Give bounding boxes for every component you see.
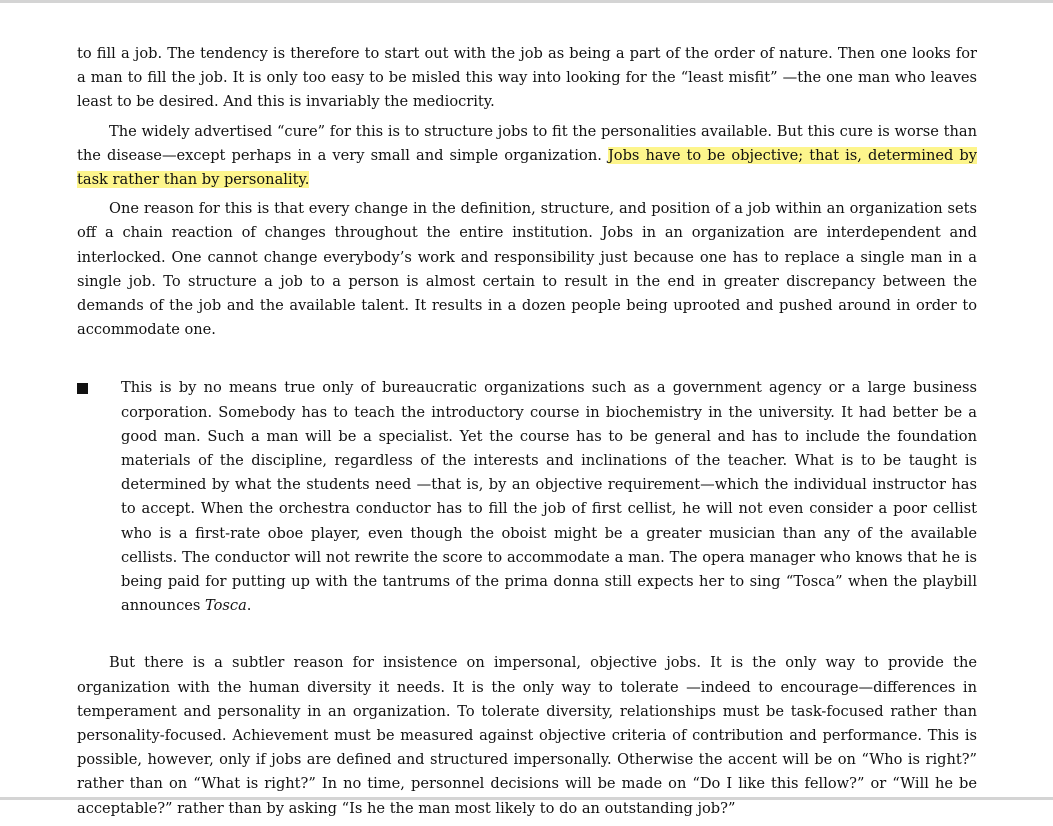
bullet-item bbox=[77, 376, 977, 618]
paragraph-continued: to fill a job. The tendency is therefore to start out with the job as being a part of the order of nature. Then one looks for a man to fill the job. It is only too easy to be misled this way into looking for the “least misfit” —the one man who leaves least to be desired. And this is invariably the mediocrity. bbox=[77, 45, 977, 111]
bullet-text-main: This is by no means true only of bureaucratic organizations such as a government agency or a large business corporation. Somebody has to teach the introductory course in biochemistry in the university. It had better be a good man. Such a man will be a specialist. Yet the course has to be general and has to include the foundation materials of the discipline, regardless of the interests and inclinations of the teacher. What is to be taught is determined by what the students need —that is, by an objective requirement—which the individual instructor has to accept. When the orchestra conductor has to fill the job of first cellist, he will not even consider a poor cellist who is a first-rate oboe player, even though the oboist might be a greater musician than any of the available cellists. The conductor will not rewrite the score to accommodate a man. The opera manager who knows that he is being paid for putting up with the tantrums of the prima donna still expects her to sing “Tosca” when the playbill announces bbox=[121, 379, 977, 615]
highlighted-passage[interactable]: Jobs have to be objective; that is, determined by task rather than by personality. bbox=[77, 146, 977, 189]
paragraph-cure bbox=[77, 120, 977, 193]
bullet-text-end: . bbox=[246, 597, 252, 615]
bullet-text-italic-title: Tosca bbox=[205, 597, 247, 615]
paragraph-cure-text: The widely advertised “cure” for this is to structure jobs to fit the personalities available. But this cure is worse than the disease—except perhaps in a very small and simple organization. bbox=[77, 122, 977, 164]
bullet-item-text bbox=[100, 376, 977, 618]
paragraph-chain-reaction: One reason for this is that every change in the definition, structure, and position of a job within an organization sets off a chain reaction of changes throughout the entire institution. Jobs in an organization are interdependent and interlocked. One cannot change everybody’s work and responsibility just because one has to replace a single man in a single job. To structure a job to a person is almost certain to result in the end in greater discrepancy between the demands of the job and the available talent. It results in a dozen people being uprooted and pushed around in order to accommodate one. bbox=[77, 200, 977, 339]
paragraph-subtler-reason: But there is a subtler reason for insistence on impersonal, objective jobs. It is the only way to provide the organization with the human diversity it needs. It is the only way to tolerate —indeed to encourage—differences in temperament and personality in an organization. To tolerate diversity, relationships must be task-focused rather than personality-focused. Achievement must be measured against objective criteria of contribution and performance. This is possible, however, only if jobs are defined and structured impersonally. Otherwise the accent will be on “Who is right?” rather than on “What is right?” In no time, personnel decisions will be made on “Do I like this fellow?” or “Will he be acceptable?” rather than by asking “Is he the man most likely to do an outstanding job?” bbox=[77, 654, 977, 817]
reader-page bbox=[77, 42, 977, 826]
square-bullet-icon bbox=[77, 383, 88, 394]
